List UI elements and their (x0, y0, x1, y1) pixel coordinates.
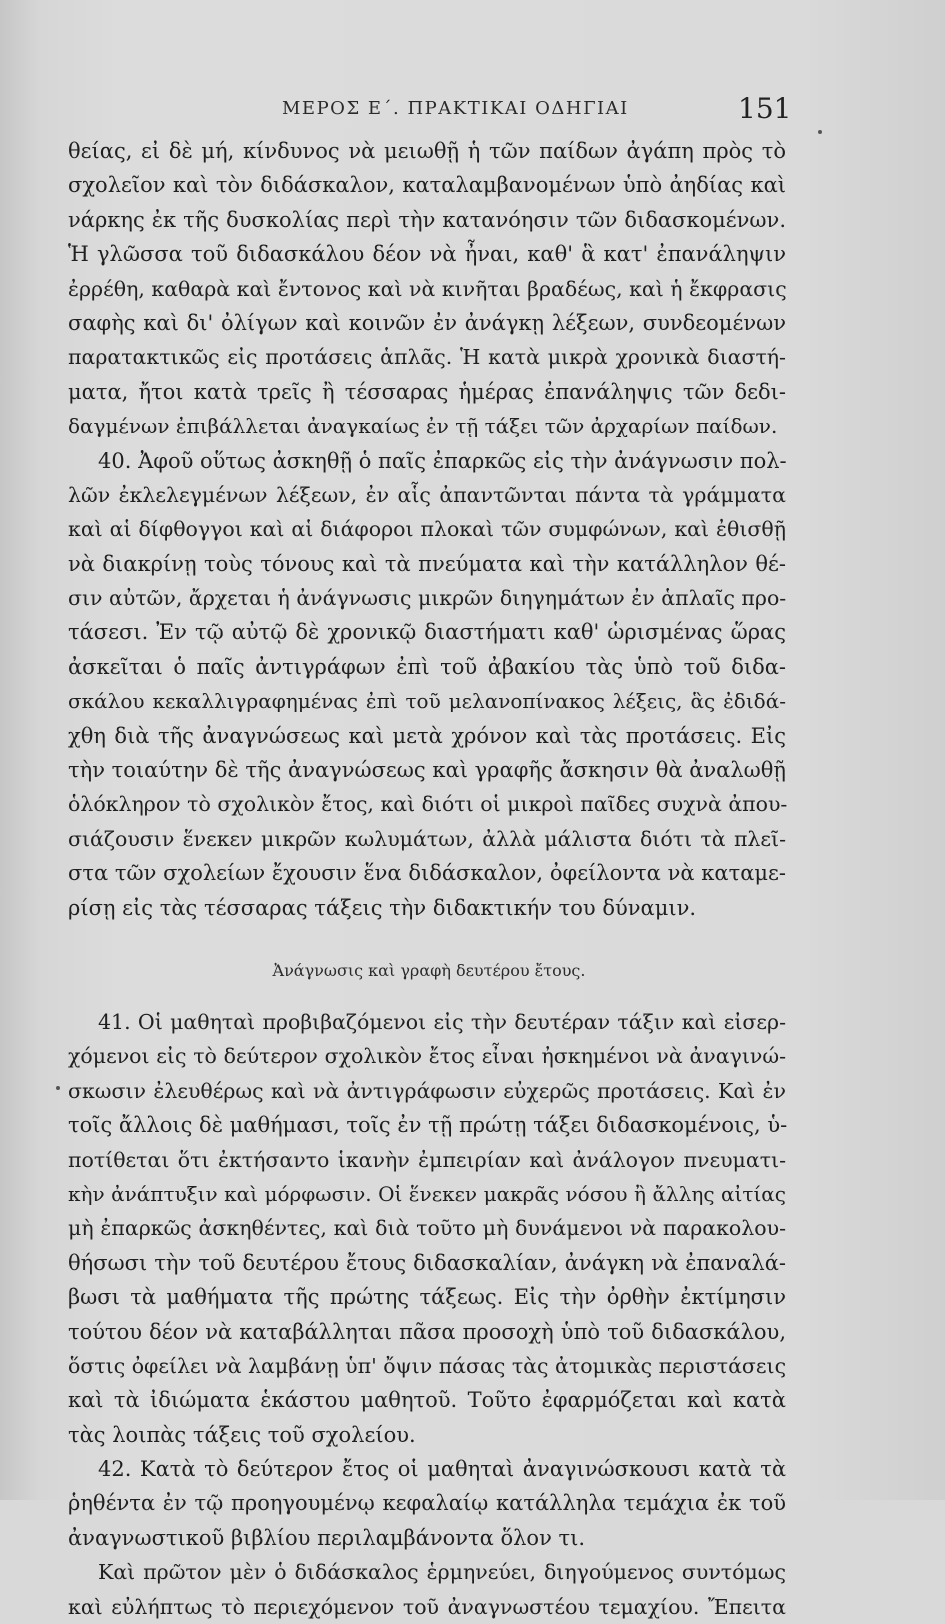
text-line: παρατακτικῶς εἰς προτάσεις ἁπλᾶς. Ἡ κατὰ μικρὰ χρονικὰ διαστή- (68, 345, 786, 370)
text-line: τούτου δέον νὰ καταβάλληται πᾶσα προσοχὴ ὑπὸ τοῦ διδασκάλου, (68, 1319, 786, 1344)
body-text (68, 134, 786, 1624)
text-line: καὶ εὐλήπτως τὸ περιεχόμενον τοῦ ἀναγνωστέου τεμαχίου. Ἔπειτα (68, 1594, 786, 1619)
text-line: ρίσῃ εἰς τὰς τέσσαρας τάξεις τὴν διδακτικήν του δύναμιν. (68, 895, 697, 920)
text-line: σχολεῖον καὶ τὸν διδάσκαλον, καταλαμβανομένων ὑπὸ ἀηδίας καὶ (68, 173, 786, 198)
text-line: 40. Ἀφοῦ οὕτως ἀσκηθῇ ὁ παῖς ἐπαρκῶς εἰς τὴν ἀνάγνωσιν πολ- (98, 448, 787, 473)
text-line: 41. Οἱ μαθηταὶ προβιβαζόμενοι εἰς τὴν δευτέραν τάξιν καὶ εἰσερ- (98, 1009, 786, 1034)
text-line: σιν αὐτῶν, ἄρχεται ἡ ἀνάγνωσις μικρῶν διηγημάτων ἐν ἁπλαῖς προ- (68, 586, 787, 611)
text-line: ἀναγνωστικοῦ βιβλίου περιλαμβάνοντα ὅλον τι. (68, 1525, 586, 1550)
text-line: 42. Κατὰ τὸ δεύτερον ἔτος οἱ μαθηταὶ ἀναγινώσκουσι κατὰ τὰ (98, 1457, 786, 1482)
text-line: χόμενοι εἰς τὸ δεύτερον σχολικὸν ἔτος εἶναι ἠσκημένοι νὰ ἀναγινώ- (68, 1044, 786, 1069)
text-line: θείας, εἰ δὲ μή, κίνδυνος νὰ μειωθῇ ἡ τῶν παίδων ἀγάπη πρὸς τὸ (68, 139, 786, 163)
text-line: μὴ ἐπαρκῶς ἀσκηθέντες, καὶ διὰ τοῦτο μὴ δυνάμενοι νὰ παρακολου- (68, 1216, 786, 1241)
text-line: ὁλόκληρον τὸ σχολικὸν ἔτος, καὶ διότι οἱ μικροὶ παῖδες συχνὰ ἀπου- (68, 792, 788, 817)
text-line: Ἡ γλῶσσα τοῦ διδασκάλου δέον νὰ ἦναι, καθ' ἃ κατ' ἐπανάληψιν (68, 242, 786, 267)
text-line: καὶ τὰ ἰδιώματα ἑκάστου μαθητοῦ. Τοῦτο ἐφαρμόζεται καὶ κατὰ (68, 1388, 786, 1413)
text-line: στα τῶν σχολείων ἔχουσιν ἕνα διδάσκαλον, ὀφείλοντα νὰ καταμε- (68, 861, 786, 886)
paragraph-41 (68, 1005, 786, 1452)
text-line: θήσωσι τὴν τοῦ δευτέρου ἔτους διδασκαλίαν, ἀνάγκη νὰ ἐπαναλά- (68, 1250, 786, 1275)
text-line: χθη διὰ τῆς ἀναγνώσεως καὶ μετὰ χρόνον καὶ τὰς προτάσεις. Εἰς (68, 723, 786, 748)
text-line: τάσεσι. Ἐν τῷ αὐτῷ δὲ χρονικῷ διαστήματι καθ' ὡρισμένας ὥρας (68, 620, 786, 645)
text-line: τοῖς ἄλλοις δὲ μαθήμασι, τοῖς ἐν τῇ πρώτῃ τάξει διδασκομένοις, ὑ- (68, 1113, 788, 1138)
text-line: νὰ διακρίνῃ τοὺς τόνους καὶ τὰ πνεύματα καὶ τὴν κατάλληλον θέ- (68, 551, 786, 576)
text-line: τὴν τοιαύτην δὲ τῆς ἀναγνώσεως καὶ γραφῆς ἄσκησιν θὰ ἀναλωθῇ (68, 758, 786, 783)
text-line: λῶν ἐκλελεγμένων λέξεων, ἐν αἷς ἀπαντῶνται πάντα τὰ γράμματα (68, 482, 786, 507)
text-line: καὶ αἱ δίφθογγοι καὶ αἱ διάφοροι πλοκαὶ τῶν συμφώνων, καὶ ἐθισθῇ (68, 517, 786, 542)
text-line: ματα, ἤτοι κατὰ τρεῖς ἢ τέσσαρας ἡμέρας ἐπανάληψις τῶν δεδι- (68, 379, 786, 404)
text-line: σκωσιν ἐλευθέρως καὶ νὰ ἀντιγράφωσιν εὐχερῶς προτάσεις. Καὶ ἐν (68, 1078, 786, 1103)
paragraph-39-continuation (68, 134, 786, 444)
text-line: σκάλου κεκαλλιγραφημένας ἐπὶ τοῦ μελανοπίνακος λέξεις, ἃς ἐδιδά- (68, 689, 786, 714)
section-heading: Ἀνάγνωσις καὶ γραφὴ δευτέρου ἔτους. (272, 960, 586, 980)
margin-speck (818, 130, 822, 134)
paragraph-42 (68, 1452, 786, 1555)
text-line: Καὶ πρῶτον μὲν ὁ διδάσκαλος ἑρμηνεύει, διηγούμενος συντόμως (98, 1560, 786, 1585)
text-line: ὅστις ὀφείλει νὰ λαμβάνῃ ὑπ' ὄψιν πάσας τὰς ἀτομικὰς περιστάσεις (68, 1353, 787, 1378)
page-header (0, 92, 945, 126)
text-line: σιάζουσιν ἕνεκεν μικρῶν κωλυμάτων, ἀλλὰ μάλιστα διότι τὰ πλεῖ- (68, 826, 786, 851)
page-number: 151 (738, 92, 792, 125)
paragraph-40 (68, 444, 786, 925)
text-line: ποτίθεται ὅτι ἐκτήσαντο ἱκανὴν ἐμπειρίαν καὶ ἀνάλογον πνευματι- (68, 1147, 786, 1172)
text-line: σαφὴς καὶ δι' ὀλίγων καὶ κοινῶν ἐν ἀνάγκῃ λέξεων, συνδεομένων (68, 310, 786, 335)
text-line: βωσι τὰ μαθήματα τῆς πρώτης τάξεως. Εἰς τὴν ὀρθὴν ἐκτίμησιν (68, 1285, 786, 1310)
running-head: ΜΕΡΟΣ Ε΄. ΠΡΑΚΤΙΚΑΙ ΟΔΗΓΙΑΙ (282, 98, 629, 119)
text-line: νάρκης ἐκ τῆς δυσκολίας περὶ τὴν κατανόησιν τῶν διδασκομένων. (68, 207, 786, 232)
paragraph-42-continued (68, 1555, 786, 1624)
text-line: ἐρρέθη, καθαρὰ καὶ ἔντονος καὶ νὰ κινῆται βραδέως, καὶ ἡ ἔκφρασις (68, 276, 787, 301)
text-line: κὴν ἀνάπτυξιν καὶ μόρφωσιν. Οἱ ἕνεκεν μακρᾶς νόσου ἢ ἄλλης αἰτίας (68, 1181, 786, 1206)
text-line: δαγμένων ἐπιβάλλεται ἀναγκαίως ἐν τῇ τάξει τῶν ἀρχαρίων παίδων. (68, 414, 778, 439)
text-line: τὰς λοιπὰς τάξεις τοῦ σχολείου. (68, 1422, 416, 1447)
margin-speck (56, 1086, 60, 1090)
text-line: ἀσκεῖται ὁ παῖς ἀντιγράφων ἐπὶ τοῦ ἀβακίου τὰς ὑπὸ τοῦ διδα- (68, 654, 786, 679)
text-line: ῥηθέντα ἐν τῷ προηγουμένῳ κεφαλαίῳ κατάλληλα τεμάχια ἐκ τοῦ (68, 1491, 786, 1516)
